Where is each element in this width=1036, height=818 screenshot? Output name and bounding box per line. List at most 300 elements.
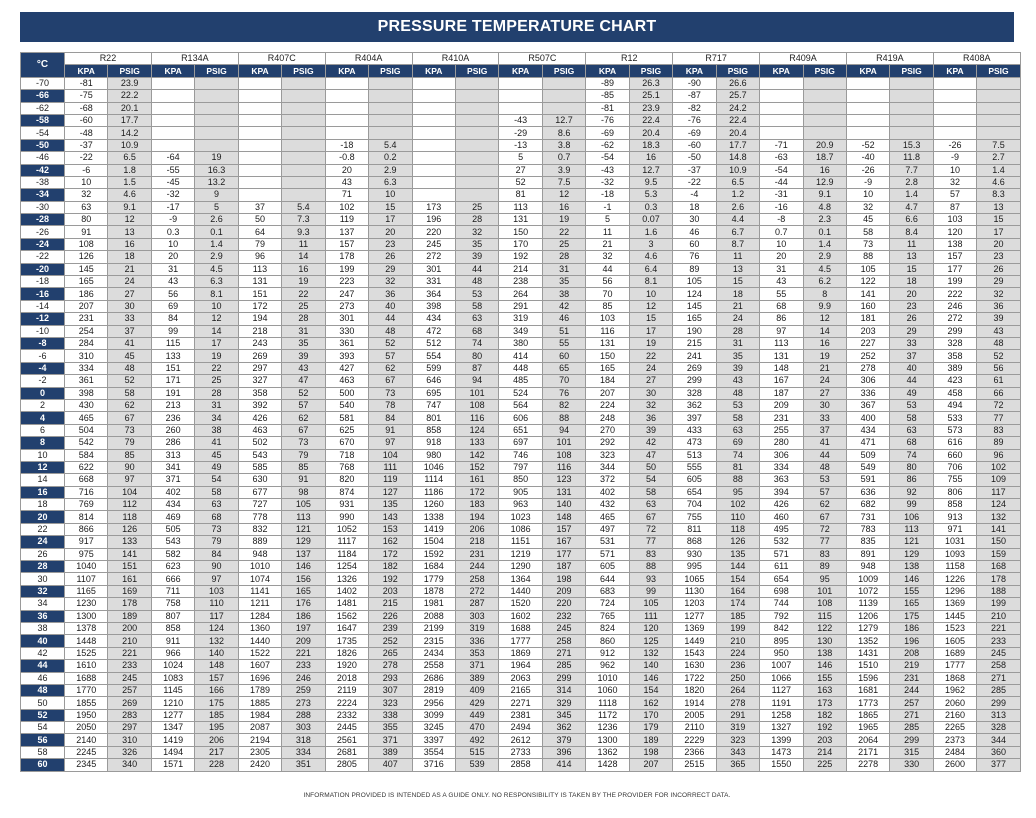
kpa-cell: 426: [760, 499, 803, 511]
psig-cell: 24: [629, 362, 672, 374]
psig-cell: 17: [977, 226, 1020, 238]
psig-cell: 172: [369, 548, 412, 560]
kpa-cell: 231: [65, 313, 108, 325]
psig-cell: 189: [629, 734, 672, 746]
psig-cell: [890, 102, 933, 114]
psig-cell: 336: [455, 635, 498, 647]
psig-cell: 29: [977, 276, 1020, 288]
psig-cell: 215: [369, 598, 412, 610]
psig-cell: 41: [803, 437, 846, 449]
psig-cell: 178: [108, 598, 151, 610]
kpa-cell: 1279: [846, 622, 889, 634]
psig-cell: 143: [369, 511, 412, 523]
table-row: [21, 350, 1021, 362]
psig-cell: 106: [890, 511, 933, 523]
psig-cell: 11: [890, 238, 933, 250]
kpa-cell: 220: [412, 226, 455, 238]
pressure-temperature-table: [20, 52, 1021, 772]
psig-cell: 11: [716, 251, 759, 263]
kpa-cell: 2733: [499, 746, 542, 758]
psig-cell: 82: [542, 399, 585, 411]
psig-cell: 16: [108, 238, 151, 250]
psig-cell: 233: [282, 660, 325, 672]
kpa-cell: 255: [760, 424, 803, 436]
kpa-cell: 1885: [238, 697, 281, 709]
kpa-cell: 783: [846, 523, 889, 535]
kpa-cell: 1007: [760, 660, 803, 672]
psig-cell: 185: [195, 709, 238, 721]
temperature-cell: 52: [21, 709, 65, 721]
kpa-header-r410a: KPA: [412, 65, 455, 77]
psig-cell: 48: [803, 461, 846, 473]
table-row: [21, 276, 1021, 288]
psig-cell: 179: [629, 722, 672, 734]
psig-cell: 21: [803, 362, 846, 374]
psig-cell: 371: [369, 734, 412, 746]
temperature-cell: 12: [21, 461, 65, 473]
kpa-cell: 623: [151, 561, 194, 573]
psig-cell: 16: [629, 152, 672, 164]
psig-cell: 15: [890, 263, 933, 275]
psig-cell: 18: [716, 288, 759, 300]
psig-cell: 214: [803, 746, 846, 758]
kpa-cell: 177: [933, 263, 976, 275]
kpa-cell: [412, 152, 455, 164]
kpa-cell: 1605: [933, 635, 976, 647]
psig-cell: 303: [455, 610, 498, 622]
psig-cell: 189: [108, 610, 151, 622]
psig-cell: 53: [890, 399, 933, 411]
psig-cell: 153: [369, 523, 412, 535]
temperature-cell: -58: [21, 114, 65, 126]
kpa-cell: 1065: [673, 573, 716, 585]
psig-cell: 198: [629, 746, 672, 758]
psig-cell: 6.5: [716, 176, 759, 188]
refrigerant-header-r12: R12: [586, 53, 673, 65]
table-row: [21, 474, 1021, 486]
kpa-cell: 150: [586, 350, 629, 362]
psig-cell: 10: [629, 288, 672, 300]
kpa-cell: 207: [586, 387, 629, 399]
psig-cell: 218: [455, 536, 498, 548]
psig-cell: [195, 139, 238, 151]
psig-cell: 285: [890, 722, 933, 734]
kpa-cell: 171: [151, 375, 194, 387]
psig-cell: 56: [977, 362, 1020, 374]
psig-cell: 27: [629, 375, 672, 387]
psig-cell: 371: [455, 660, 498, 672]
psig-cell: 3: [629, 238, 672, 250]
kpa-cell: 1191: [760, 697, 803, 709]
refrigerant-header-r409a: R409A: [760, 53, 847, 65]
kpa-cell: 716: [65, 486, 108, 498]
psig-cell: 0.7: [542, 152, 585, 164]
kpa-cell: 371: [151, 474, 194, 486]
temperature-cell: -66: [21, 90, 65, 102]
psig-cell: 7.5: [977, 139, 1020, 151]
kpa-cell: 682: [846, 499, 889, 511]
kpa-cell: 1607: [238, 660, 281, 672]
kpa-cell: 32: [933, 176, 976, 188]
kpa-cell: 131: [586, 337, 629, 349]
kpa-cell: -48: [65, 127, 108, 139]
psig-cell: 31: [716, 337, 759, 349]
kpa-cell: -76: [586, 114, 629, 126]
kpa-cell: 697: [499, 437, 542, 449]
kpa-cell: 96: [238, 251, 281, 263]
kpa-cell: [760, 77, 803, 89]
temperature-cell: -24: [21, 238, 65, 250]
kpa-cell: 2245: [65, 746, 108, 758]
table-row: [21, 610, 1021, 622]
table-row: [21, 536, 1021, 548]
kpa-cell: 485: [499, 375, 542, 387]
kpa-cell: 103: [586, 313, 629, 325]
table-row: [21, 709, 1021, 721]
kpa-cell: 56: [151, 288, 194, 300]
psig-cell: 57: [282, 399, 325, 411]
kpa-cell: 363: [760, 474, 803, 486]
kpa-cell: 116: [586, 325, 629, 337]
psig-cell: 85: [282, 461, 325, 473]
kpa-cell: 1596: [846, 672, 889, 684]
kpa-cell: 1226: [933, 573, 976, 585]
psig-cell: 221: [282, 647, 325, 659]
psig-cell: 225: [803, 759, 846, 771]
psig-cell: 157: [542, 523, 585, 535]
psig-cell: 67: [108, 412, 151, 424]
psig-cell: 68: [195, 511, 238, 523]
kpa-cell: -29: [499, 127, 542, 139]
kpa-cell: 1981: [412, 598, 455, 610]
kpa-cell: 850: [499, 474, 542, 486]
kpa-cell: 1300: [586, 734, 629, 746]
kpa-cell: -22: [673, 176, 716, 188]
psig-cell: 142: [455, 449, 498, 461]
kpa-cell: 1950: [65, 709, 108, 721]
psig-cell: 18: [890, 276, 933, 288]
kpa-cell: 1964: [499, 660, 542, 672]
psig-cell: 94: [542, 424, 585, 436]
kpa-cell: 1093: [933, 548, 976, 560]
psig-cell: 73: [282, 437, 325, 449]
table-row: [21, 585, 1021, 597]
psig-cell: 310: [108, 734, 151, 746]
psig-cell: 206: [455, 523, 498, 535]
psig-cell: [195, 90, 238, 102]
kpa-cell: 1523: [933, 622, 976, 634]
psig-cell: 271: [890, 709, 933, 721]
kpa-cell: 5: [586, 214, 629, 226]
kpa-cell: 87: [933, 201, 976, 213]
kpa-cell: 2381: [499, 709, 542, 721]
psig-cell: 176: [282, 598, 325, 610]
psig-cell: 101: [542, 437, 585, 449]
psig-cell: 330: [890, 759, 933, 771]
kpa-cell: 341: [151, 461, 194, 473]
psig-cell: 492: [455, 734, 498, 746]
kpa-cell: 1352: [846, 635, 889, 647]
kpa-cell: 327: [238, 375, 281, 387]
kpa-cell: [760, 90, 803, 102]
kpa-cell: 157: [325, 238, 368, 250]
kpa-cell: 1592: [412, 548, 455, 560]
refrigerant-header-r717: R717: [673, 53, 760, 65]
psig-cell: 72: [803, 523, 846, 535]
psig-cell: 183: [455, 499, 498, 511]
kpa-cell: 532: [760, 536, 803, 548]
temperature-cell: 8: [21, 437, 65, 449]
table-row: [21, 399, 1021, 411]
psig-cell: 192: [369, 573, 412, 585]
table-row: [21, 189, 1021, 201]
kpa-cell: 334: [760, 461, 803, 473]
psig-cell: 0.3: [629, 201, 672, 213]
psig-cell: 19: [195, 350, 238, 362]
kpa-cell: 218: [238, 325, 281, 337]
psig-cell: 99: [890, 499, 933, 511]
psig-cell: 159: [977, 548, 1020, 560]
kpa-cell: 328: [933, 337, 976, 349]
kpa-cell: 768: [325, 461, 368, 473]
kpa-cell: -1: [586, 201, 629, 213]
psig-cell: 110: [195, 598, 238, 610]
kpa-cell: 131: [499, 214, 542, 226]
psig-cell: 192: [803, 722, 846, 734]
kpa-cell: 1118: [586, 697, 629, 709]
kpa-cell: 581: [325, 412, 368, 424]
kpa-cell: 1072: [846, 585, 889, 597]
kpa-cell: -60: [673, 139, 716, 151]
psig-cell: 43: [977, 325, 1020, 337]
psig-cell: 138: [803, 647, 846, 659]
psig-cell: 20: [977, 238, 1020, 250]
kpa-cell: 1865: [846, 709, 889, 721]
temperature-cell: -46: [21, 152, 65, 164]
psig-cell: 33: [108, 313, 151, 325]
psig-cell: 6.3: [195, 276, 238, 288]
psig-cell: 125: [629, 635, 672, 647]
psig-cell: 133: [108, 536, 151, 548]
kpa-header-r407c: KPA: [238, 65, 281, 77]
kpa-cell: 3716: [412, 759, 455, 771]
kpa-cell: 995: [673, 561, 716, 573]
psig-cell: 334: [282, 746, 325, 758]
psig-cell: 164: [716, 585, 759, 597]
kpa-cell: 165: [586, 362, 629, 374]
kpa-cell: 71: [325, 189, 368, 201]
kpa-cell: 668: [65, 474, 108, 486]
psig-cell: 44: [369, 313, 412, 325]
kpa-cell: [238, 77, 281, 89]
psig-cell: 83: [629, 548, 672, 560]
table-row: [21, 102, 1021, 114]
kpa-cell: 79: [238, 238, 281, 250]
psig-cell: 264: [716, 684, 759, 696]
psig-header-r404a: PSIG: [369, 65, 412, 77]
kpa-cell: 866: [65, 523, 108, 535]
psig-cell: 187: [542, 561, 585, 573]
temperature-cell: 46: [21, 672, 65, 684]
kpa-cell: 223: [325, 276, 368, 288]
psig-cell: 88: [629, 561, 672, 573]
psig-cell: 46: [542, 313, 585, 325]
psig-cell: 155: [890, 585, 933, 597]
kpa-cell: -31: [760, 189, 803, 201]
kpa-cell: 1920: [325, 660, 368, 672]
kpa-cell: 434: [846, 424, 889, 436]
kpa-cell: 124: [673, 288, 716, 300]
kpa-cell: 68: [760, 300, 803, 312]
psig-cell: 41: [108, 337, 151, 349]
psig-cell: 196: [890, 635, 933, 647]
psig-cell: 63: [716, 424, 759, 436]
psig-cell: 138: [890, 561, 933, 573]
psig-cell: 4.6: [977, 176, 1020, 188]
table-row: [21, 759, 1021, 771]
kpa-cell: 1610: [65, 660, 108, 672]
kpa-cell: -32: [586, 176, 629, 188]
kpa-cell: [238, 102, 281, 114]
psig-cell: 87: [455, 362, 498, 374]
psig-cell: [195, 77, 238, 89]
kpa-cell: 10: [933, 164, 976, 176]
kpa-cell: 1158: [933, 561, 976, 573]
psig-cell: 26.3: [629, 77, 672, 89]
kpa-cell: 131: [238, 276, 281, 288]
temperature-cell: -14: [21, 300, 65, 312]
psig-cell: 16: [803, 164, 846, 176]
psig-cell: 40: [890, 362, 933, 374]
kpa-cell: 473: [673, 437, 716, 449]
psig-cell: 273: [282, 697, 325, 709]
psig-cell: 182: [803, 709, 846, 721]
psig-cell: 45: [195, 449, 238, 461]
psig-cell: 12: [803, 313, 846, 325]
psig-cell: 8.1: [195, 288, 238, 300]
kpa-cell: 2819: [412, 684, 455, 696]
kpa-cell: 704: [673, 499, 716, 511]
psig-cell: 121: [282, 523, 325, 535]
psig-cell: 12: [195, 313, 238, 325]
psig-cell: 30: [803, 399, 846, 411]
psig-cell: 19: [803, 350, 846, 362]
psig-cell: 97: [195, 573, 238, 585]
kpa-cell: [412, 189, 455, 201]
kpa-cell: 842: [760, 622, 803, 634]
kpa-cell: -64: [151, 152, 194, 164]
psig-cell: 67: [369, 375, 412, 387]
table-row: [21, 337, 1021, 349]
kpa-cell: 582: [151, 548, 194, 560]
psig-cell: 105: [282, 499, 325, 511]
psig-cell: 265: [369, 647, 412, 659]
kpa-cell: 625: [325, 424, 368, 436]
psig-cell: 245: [542, 622, 585, 634]
kpa-cell: 460: [760, 511, 803, 523]
psig-cell: [282, 139, 325, 151]
psig-cell: 199: [716, 622, 759, 634]
table-row: [21, 635, 1021, 647]
kpa-header-r404a: KPA: [325, 65, 368, 77]
psig-cell: 221: [977, 622, 1020, 634]
kpa-cell: 299: [673, 375, 716, 387]
psig-cell: 96: [977, 449, 1020, 461]
kpa-cell: -13: [499, 139, 542, 151]
psig-cell: 85: [108, 449, 151, 461]
psig-cell: 12: [108, 214, 151, 226]
temperature-cell: -28: [21, 214, 65, 226]
psig-header-r134a: PSIG: [195, 65, 238, 77]
kpa-cell: 555: [673, 461, 716, 473]
psig-cell: 23: [890, 300, 933, 312]
psig-cell: 303: [282, 722, 325, 734]
kpa-cell: 80: [65, 214, 108, 226]
psig-cell: 14: [195, 325, 238, 337]
psig-cell: 90: [195, 561, 238, 573]
psig-cell: 7.3: [282, 214, 325, 226]
refrigerant-header-r407c: R407C: [238, 53, 325, 65]
psig-cell: 224: [716, 647, 759, 659]
psig-cell: 175: [195, 697, 238, 709]
kpa-cell: 402: [586, 486, 629, 498]
kpa-cell: 1364: [499, 573, 542, 585]
kpa-cell: -18: [325, 139, 368, 151]
psig-cell: 355: [369, 722, 412, 734]
psig-cell: 14: [282, 251, 325, 263]
kpa-cell: 571: [760, 548, 803, 560]
psig-header-r408a: PSIG: [977, 65, 1020, 77]
kpa-cell: 297: [238, 362, 281, 374]
kpa-cell: 120: [933, 226, 976, 238]
kpa-cell: -37: [673, 164, 716, 176]
kpa-cell: [499, 90, 542, 102]
kpa-cell: 497: [586, 523, 629, 535]
psig-cell: 102: [977, 461, 1020, 473]
temperature-cell: 38: [21, 622, 65, 634]
kpa-cell: 69: [151, 300, 194, 312]
kpa-cell: 1145: [151, 684, 194, 696]
psig-cell: 200: [108, 622, 151, 634]
psig-cell: 33: [803, 412, 846, 424]
temperature-cell: -34: [21, 189, 65, 201]
psig-cell: 62: [369, 362, 412, 374]
psig-cell: 54: [195, 474, 238, 486]
psig-cell: 236: [716, 660, 759, 672]
temperature-cell: 18: [21, 499, 65, 511]
kpa-cell: 1117: [325, 536, 368, 548]
psig-cell: 515: [455, 746, 498, 758]
kpa-cell: 695: [412, 387, 455, 399]
psig-cell: 156: [282, 573, 325, 585]
psig-cell: [282, 152, 325, 164]
kpa-cell: 372: [586, 474, 629, 486]
kpa-cell: 472: [412, 325, 455, 337]
kpa-cell: 165: [673, 313, 716, 325]
kpa-cell: 76: [673, 251, 716, 263]
psig-cell: 39: [716, 362, 759, 374]
psig-cell: 315: [890, 746, 933, 758]
psig-cell: 15: [629, 313, 672, 325]
psig-cell: [803, 77, 846, 89]
kpa-cell: -4: [673, 189, 716, 201]
psig-cell: 157: [195, 672, 238, 684]
kpa-cell: 172: [238, 300, 281, 312]
kpa-cell: 150: [499, 226, 542, 238]
kpa-cell: 1031: [933, 536, 976, 548]
table-row: [21, 511, 1021, 523]
kpa-cell: -45: [151, 176, 194, 188]
